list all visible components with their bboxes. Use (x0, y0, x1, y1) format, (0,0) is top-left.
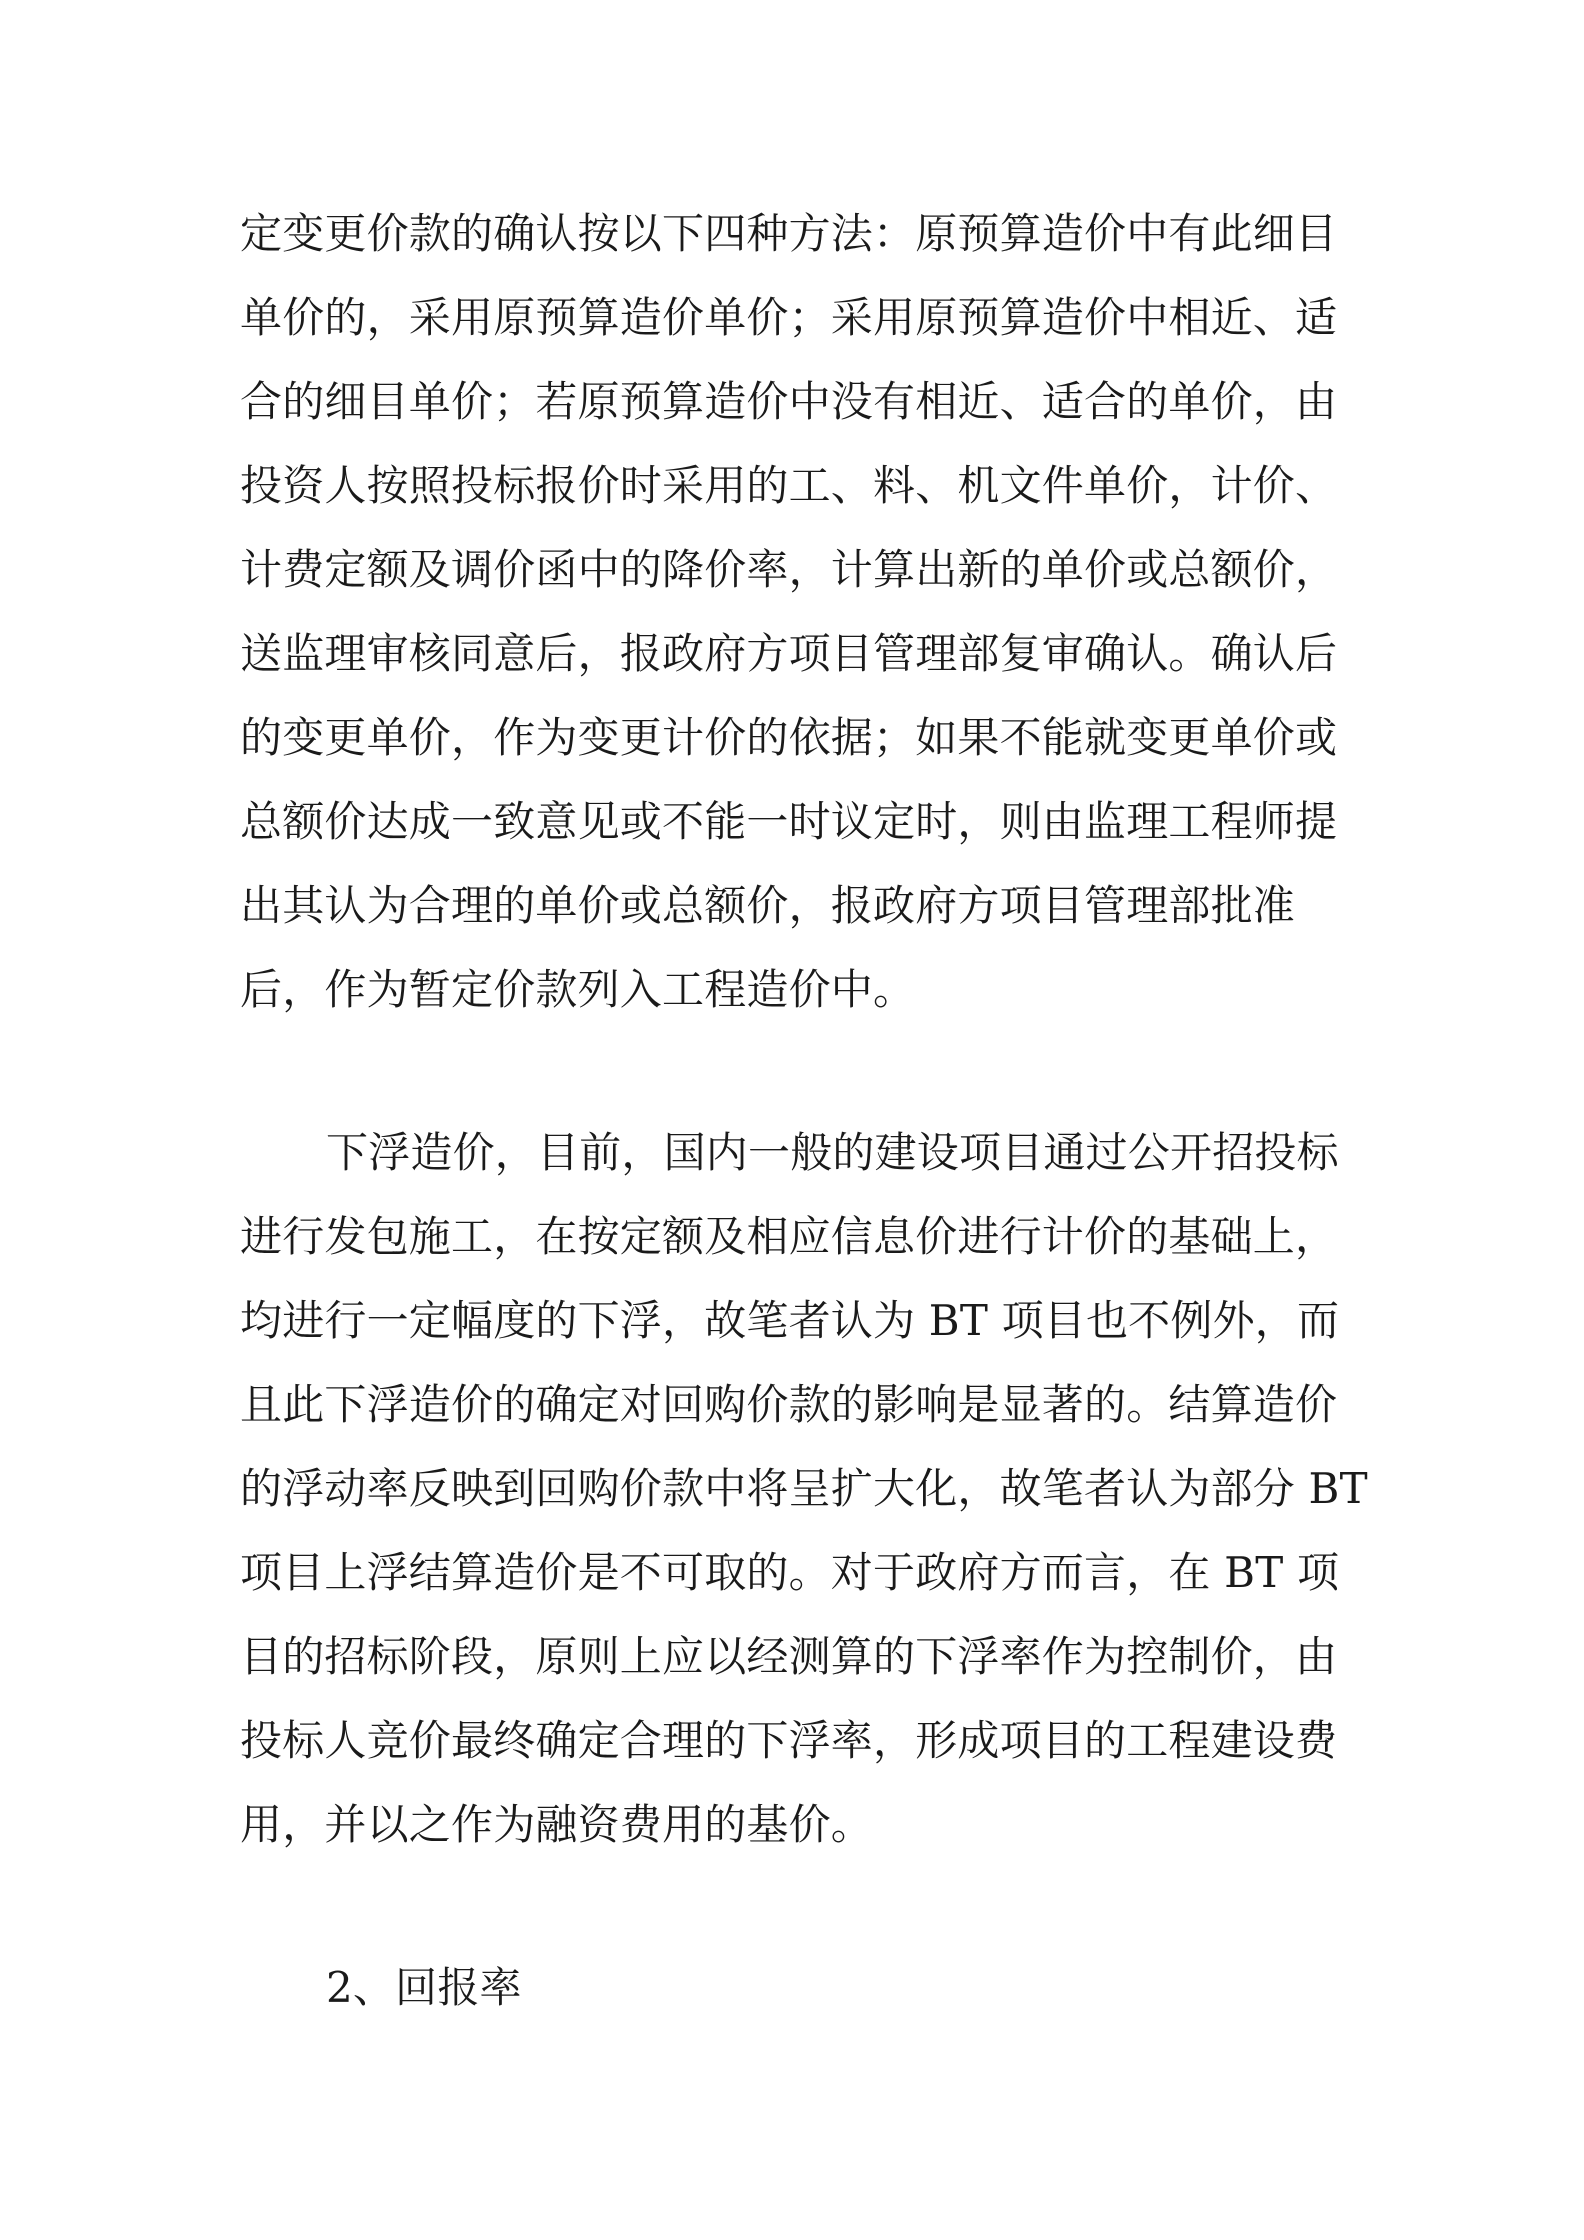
paragraph-line: 合的细目单价；若原预算造价中没有相近、适合的单价，由 (240, 377, 1338, 426)
section-heading-text: 2、回报率 (326, 1963, 522, 2012)
paragraph-line: 投标人竞价最终确定合理的下浮率，形成项目的工程建设费 (240, 1716, 1338, 1765)
paragraph-line: 下浮造价，目前，国内一般的建设项目通过公开招投标 (326, 1128, 1339, 1177)
paragraph-downward-float-price (240, 1111, 1368, 1867)
paragraph-line: 项目上浮结算造价是不可取的。对于政府方而言，在 BT 项 (240, 1548, 1340, 1597)
paragraph-line: 定变更价款的确认按以下四种方法：原预算造价中有此细目 (240, 209, 1338, 258)
paragraph-line: 出其认为合理的单价或总额价，报政府方项目管理部批准 (240, 881, 1296, 930)
paragraph-line: 送监理审核同意后，报政府方项目管理部复审确认。确认后 (240, 629, 1338, 678)
paragraph-line: 均进行一定幅度的下浮，故笔者认为 BT 项目也不例外，而 (240, 1296, 1340, 1345)
paragraph-line: 且此下浮造价的确定对回购价款的影响是显著的。结算造价 (240, 1380, 1338, 1429)
paragraph-line: 计费定额及调价函中的降价率，计算出新的单价或总额价， (240, 545, 1338, 594)
paragraph-line: 后，作为暂定价款列入工程造价中。 (240, 965, 916, 1014)
paragraph-line: 目的招标阶段，原则上应以经测算的下浮率作为控制价，由 (240, 1632, 1338, 1681)
section-heading (240, 1946, 1360, 2030)
paragraph-line: 单价的，采用原预算造价单价；采用原预算造价中相近、适 (240, 293, 1338, 342)
paragraph-line: 用，并以之作为融资费用的基价。 (240, 1800, 874, 1849)
paragraph-line: 投资人按照投标报价时采用的工、料、机文件单价，计价、 (240, 461, 1338, 510)
paragraph-line: 总额价达成一致意见或不能一时议定时，则由监理工程师提 (240, 797, 1338, 846)
paragraph-line: 进行发包施工，在按定额及相应信息价进行计价的基础上， (240, 1212, 1338, 1261)
paragraph-line: 的浮动率反映到回购价款中将呈扩大化，故笔者认为部分 BT (240, 1464, 1368, 1513)
paragraph-line: 的变更单价，作为变更计价的依据；如果不能就变更单价或 (240, 713, 1338, 762)
paragraph-change-price-confirmation (240, 192, 1360, 1032)
